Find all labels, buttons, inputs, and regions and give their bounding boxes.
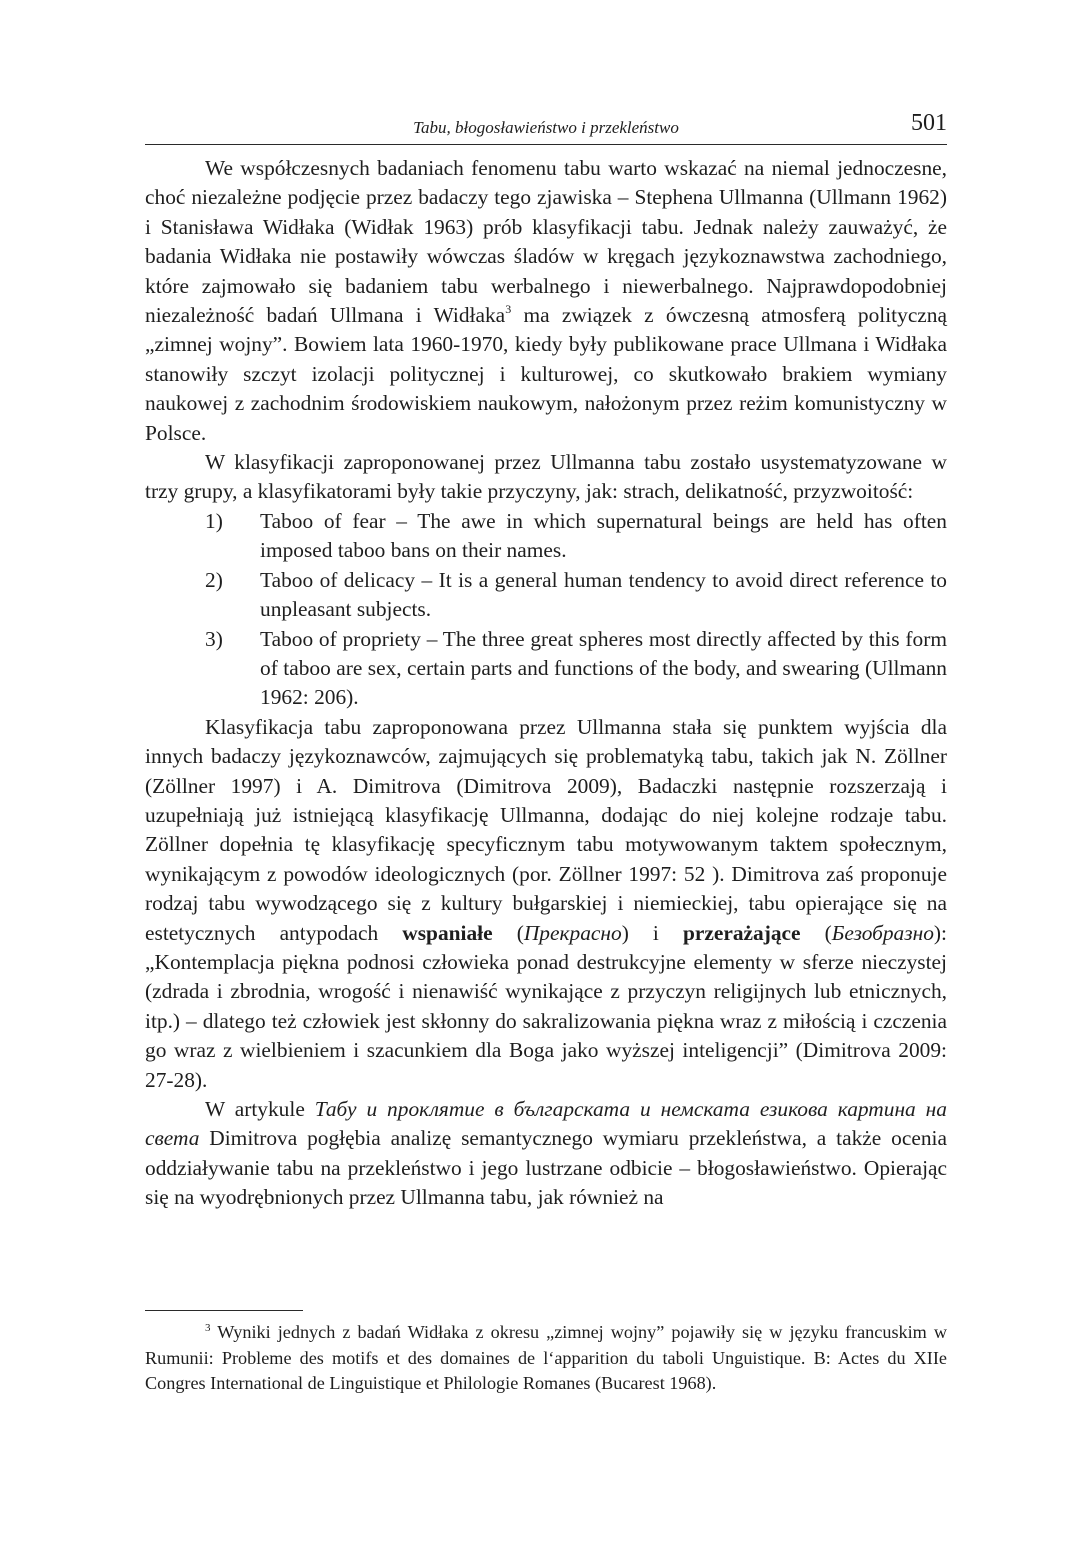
running-title: Tabu, błogosławieństwo i przekleństwo [413,118,679,137]
paragraph-3-text: ): „Kontemplacja piękna podnosi człowieka ponad destrukcyjne elementy w sferze nieczystej (zdrada i zbrodnia, wrogość i nienawiść wynikające z przyczyn religijnych lub etnicznych, itp.) – dlatego też człowiek jest skłonny do sakralizowania piękna wraz z miłością i czczenia go wraz z wielbieniem i szacunkiem dla Boga jako wyższej inteligencji” (Dimitrova 2009: 27-28). [145,920,947,1092]
cyrillic-term-bezobrazno: Безобразно [831,920,934,945]
list-item-3 [205,625,947,713]
list-number: 2) [205,567,223,592]
document-page [145,0,947,1550]
paragraph-4-text: W artykule [205,1097,315,1121]
list-item-text: Taboo of delicacy – It is a general human tendency to avoid direct reference to unpleasant subjects. [260,567,947,622]
bold-term-wspaniale: wspaniałe [402,920,493,945]
footnote [145,1320,947,1397]
list-number: 1) [205,508,223,533]
paragraph-3-text: ( [800,920,832,945]
body-text [145,154,947,1213]
running-header [145,110,947,145]
paragraph-4 [145,1095,947,1213]
paragraph-1 [145,154,947,448]
footnote-text: Wyniki jednych z badań Widłaka z okresu „zimnej wojny” pojawiły się w języku francuskim w Rumunii: Probleme des motifs et des domaines de l‘apparition du taboli Unguistique. B: Actes du XIIe Congres International de Linguistique et Philologie Romanes (Bucarest 1968). [145,1322,947,1393]
paragraph-1-continuation: ma związek z ówczesną atmosferą polityczną „zimnej wojny”. Bowiem lata 1960-1970, kiedy były publikowane prace Ullmana i Widłaka stanowiły szczyt izolacji politycznej i kulturowej, co skutkowało brakiem wymiany naukowej z zachodnim środowiskiem naukowym, nałożonym przez reżim komunistyczny w Polsce. [145,303,947,445]
footnote-marker: 3 [205,1322,211,1334]
paragraph-3-text: Klasyfikacja tabu zaproponowana przez Ullmanna stała się punktem wyjścia dla innych badaczy językoznawców, zajmujących się problematyką tabu, takich jak N. Zöllner (Zöllner 1997) i A. Dimitrova (Dimitrova 2009), Badaczki następnie rozszerzają i uzupełniają już istniejącą klasyfikację Ullmanna, dodając do niej kolejne rodzaje tabu. Zöllner dopełnia tę klasyfikację specyficznym tabu motywowanym taktem społecznym, wynikającym z powodów ideologicznych (por. Zöllner 1997: 52 ). Dimitrova zaś proponuje rodzaj tabu wywodzącego się z kultury bułgarskiej i niemieckiej, tabu opierające się na estetycznych antypodach [145,714,947,945]
paragraph-3-text: ) i [621,920,683,945]
bold-term-przerazajace: przerażające [682,920,801,945]
list-item-text: Taboo of propriety – The three great spheres most directly affected by this form of taboo are sex, certain parts and functions of the body, and swearing (Ullmann 1962: 206). [260,626,947,710]
list-number: 3) [205,626,223,651]
cyrillic-term-prekrasno: Прекрасно [523,920,622,945]
paragraph-1-text: We współczesnych badaniach fenomenu tabu warto wskazać na niemal jednoczesne, choć niezależne podjęcie przez badaczy tego zjawiska – Stephena Ullmanna (Ullmann 1962) i Stanisława Widłaka (Widłak 1963) prób klasyfikacji tabu. Jednak należy zauważyć, że badania Widłaka nie postawiły wówczas śladów w kręgach językoznawstwa zachodniego, które zajmowało się badaniem tabu werbalnego i niewerbalnego. Najprawdopodobniej niezależność badań Ullmana i Widłaka [145,156,947,328]
article-title: Табу и проклятие в българската и немската езикова картина на света [145,1097,947,1151]
paragraph-4-text: Dimitrova pogłębia analizę semantycznego wymiaru przekleństwa, a także ocenia oddziaływanie tabu na przekleństwo i jego lustrzane odbicie – błogosławieństwo. Opierając się na wyodrębnionych przez Ullmanna tabu, jak również na [145,1126,947,1210]
list-item-1 [205,507,947,566]
paragraph-3-text: ( [492,920,524,945]
paragraph-2: W klasyfikacji zaproponowanej przez Ullmanna tabu zostało usystematyzowane w trzy grupy, a klasyfikatorami były takie przyczyny, jak: strach, delikatność, przyzwoitość: [145,450,947,504]
page-number: 501 [911,110,947,136]
list-item-2 [205,566,947,625]
list-item-text: Taboo of fear – The awe in which supernatural beings are held has often imposed taboo bans on their names. [260,508,947,563]
paragraph-3 [145,713,947,1095]
footnote-3 [145,1320,947,1397]
footnote-divider [145,1310,303,1311]
footnote-reference[interactable]: 3 [505,302,512,317]
